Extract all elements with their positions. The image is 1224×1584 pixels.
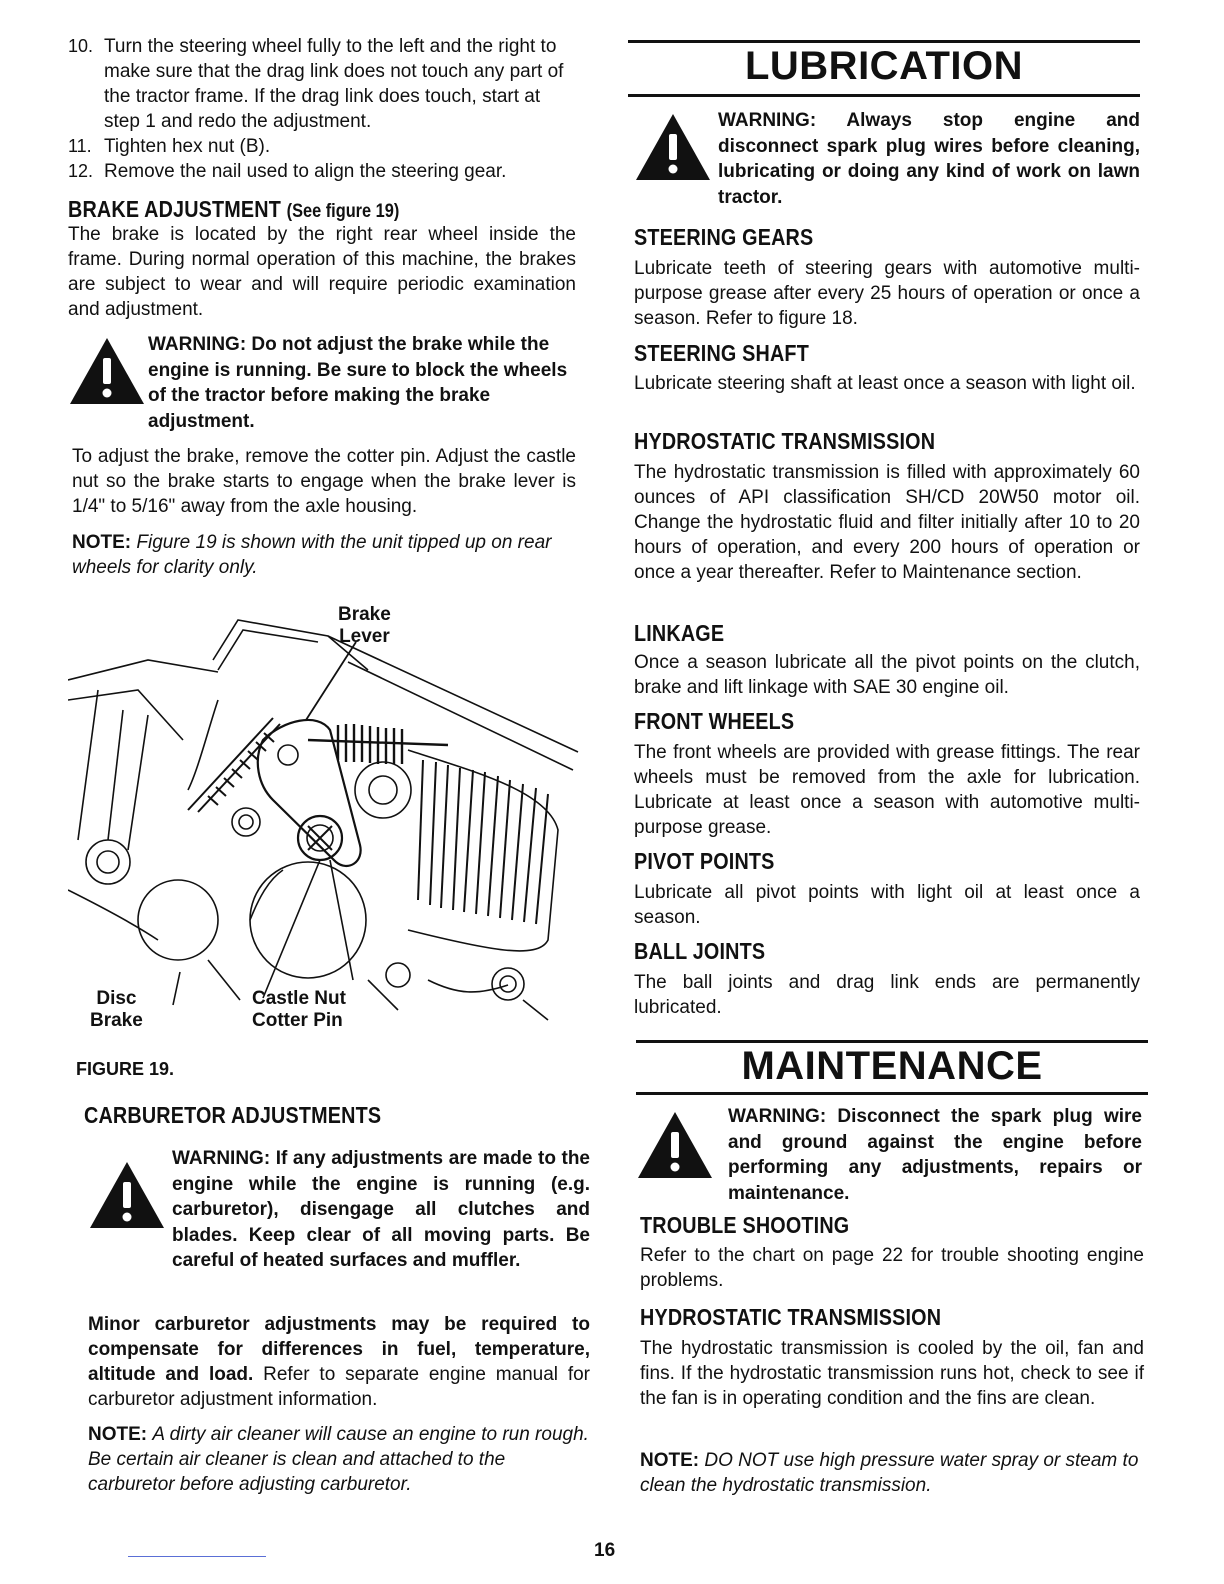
- section-heading: STEERING SHAFT: [634, 340, 809, 366]
- figure-caption: FIGURE 19.: [76, 1059, 175, 1079]
- label-line: Brake: [90, 1010, 143, 1031]
- warning-triangle-icon: [88, 1160, 166, 1230]
- note-text: DO NOT use high pressure water spray or steam to clean the hydrostatic transmission.: [640, 1450, 1139, 1496]
- label-castle-nut: [252, 988, 346, 1032]
- section-text: Lubricate all pivot points with light oil at least once a season.: [634, 882, 1140, 928]
- brake-adjustment-heading: [68, 196, 399, 223]
- divider: [628, 40, 1140, 43]
- lubrication-warning: [634, 106, 1148, 212]
- maintenance-title: MAINTENANCE: [741, 1044, 1043, 1088]
- label-line: Brake: [338, 604, 391, 625]
- brake-intro: The brake is located by the right rear wheel inside the frame. During normal operation of this machine, the brakes are subject to wear and will require periodic examination and adjustment.: [68, 224, 576, 320]
- warning-text: WARNING: If any adjustments are made to the engine while the engine is running (e.g. carburetor), disengage all clutches and blades. Keep clear of all moving parts. Be careful of heated surfaces and muffler.: [172, 1148, 590, 1271]
- carburetor-text: Refer to separate engine manual for carburetor adjustment information.: [88, 1364, 591, 1410]
- page-number: 16: [594, 1540, 616, 1561]
- warning-text: WARNING: Do not adjust the brake while the engine is running. Be sure to block the wheels of the tractor before making the brake adjustment.: [148, 334, 568, 432]
- note-label: NOTE:: [72, 532, 132, 553]
- carburetor-warning: [88, 1144, 594, 1300]
- section-text: The front wheels are provided with grease fittings. The rear wheels must be removed from the axle for lubrication. Lubricate at least once a season with automotive multi-purpose grease.: [634, 742, 1140, 838]
- label-line: Lever: [339, 626, 390, 647]
- section-text: Lubricate teeth of steering gears with automotive multi-purpose grease after every 25 hours of operation or once a season. Refer to figure 18.: [634, 258, 1140, 329]
- brake-note: [72, 530, 580, 580]
- carburetor-bold-text: Minor carburetor adjustments may be required to compensate for differences in fuel, temperature, altitude and load.: [88, 1314, 590, 1385]
- section-text: The ball joints and drag link ends are permanently lubricated.: [634, 972, 1140, 1018]
- step-number: 10.: [68, 36, 94, 56]
- brake-assembly-illustration: [68, 600, 580, 1040]
- brake-procedure: To adjust the brake, remove the cotter pin. Adjust the castle nut so the brake starts to engage when the brake lever is 1/4" to 5/16" away from the axle housing.: [72, 446, 576, 517]
- warning-text: WARNING: Disconnect the spark plug wire and ground against the engine before performing any adjustments, repairs or maintenance.: [728, 1106, 1142, 1204]
- divider: [636, 1040, 1148, 1043]
- step-text: Turn the steering wheel fully to the left and the right to make sure that the drag link does not touch any part of the tractor frame. If the drag link does touch, start at step 1 and redo the adjustment.: [104, 36, 564, 132]
- maintenance-warning: [636, 1104, 1148, 1210]
- section-text: Refer to the chart on page 22 for trouble shooting engine problems.: [640, 1245, 1144, 1291]
- note-text: Figure 19 is shown with the unit tipped up on rear wheels for clarity only.: [72, 532, 552, 578]
- label-line: Cotter Pin: [252, 1010, 343, 1031]
- step-text: Tighten hex nut (B).: [104, 136, 271, 157]
- section-heading: HYDROSTATIC TRANSMISSION: [640, 1304, 942, 1330]
- section-text: The hydrostatic transmission is cooled by the oil, fan and fins. If the hydrostatic transmission runs hot, check to see if the fan is in operating condition and the fins are clean.: [640, 1338, 1144, 1409]
- label-line: Castle Nut: [252, 988, 346, 1009]
- section-heading: FRONT WHEELS: [634, 708, 795, 734]
- lubrication-title: LUBRICATION: [744, 44, 1024, 88]
- section-text: Once a season lubricate all the pivot points on the clutch, brake and lift linkage with SAE 30 engine oil.: [634, 652, 1140, 698]
- section-text: Lubricate steering shaft at least once a season with light oil.: [634, 373, 1136, 394]
- heading-figure-ref: (See figure 19): [286, 201, 400, 222]
- heading-text: BRAKE ADJUSTMENT: [68, 196, 282, 222]
- warning-triangle-icon: [636, 1110, 714, 1180]
- label-disc-brake: [90, 988, 143, 1032]
- section-heading: PIVOT POINTS: [634, 848, 775, 874]
- label-brake-lever: [338, 604, 391, 648]
- note-label: NOTE:: [88, 1424, 148, 1445]
- note-label: NOTE:: [640, 1450, 700, 1471]
- warning-text: WARNING: Always stop engine and disconnect spark plug wires before cleaning, lubricating or doing any kind of work on lawn tractor.: [718, 110, 1140, 208]
- carburetor-heading: CARBURETOR ADJUSTMENTS: [84, 1102, 382, 1128]
- step-text: Remove the nail used to align the steering gear.: [104, 161, 507, 182]
- step-number: 12.: [68, 161, 94, 181]
- divider: [628, 94, 1140, 97]
- section-heading: TROUBLE SHOOTING: [640, 1212, 850, 1238]
- figure-19: [68, 600, 580, 1040]
- section-heading: STEERING GEARS: [634, 224, 814, 250]
- brake-warning: [68, 330, 580, 436]
- section-text: The hydrostatic transmission is filled with approximately 60 ounces of API classification SH/CD 20W50 motor oil. Change the hydrostatic fluid and filter initially after 10 to 20 hours of operation, and every 200 hours of operation or once a year thereafter. Refer to Maintenance section.: [634, 462, 1140, 583]
- footer-line: [128, 1556, 266, 1557]
- divider: [636, 1092, 1148, 1095]
- maintenance-note: [640, 1448, 1146, 1498]
- label-line: Disc: [96, 988, 137, 1009]
- note-text: A dirty air cleaner will cause an engine to run rough. Be certain air cleaner is clean and attached to the carburetor before adjusting carburetor.: [88, 1424, 589, 1495]
- warning-triangle-icon: [68, 336, 146, 406]
- section-heading: LINKAGE: [634, 620, 725, 646]
- section-heading: HYDROSTATIC TRANSMISSION: [634, 428, 936, 454]
- section-heading: BALL JOINTS: [634, 938, 766, 964]
- warning-triangle-icon: [634, 112, 712, 182]
- carburetor-note: [88, 1422, 594, 1497]
- step-number: 11.: [68, 136, 92, 156]
